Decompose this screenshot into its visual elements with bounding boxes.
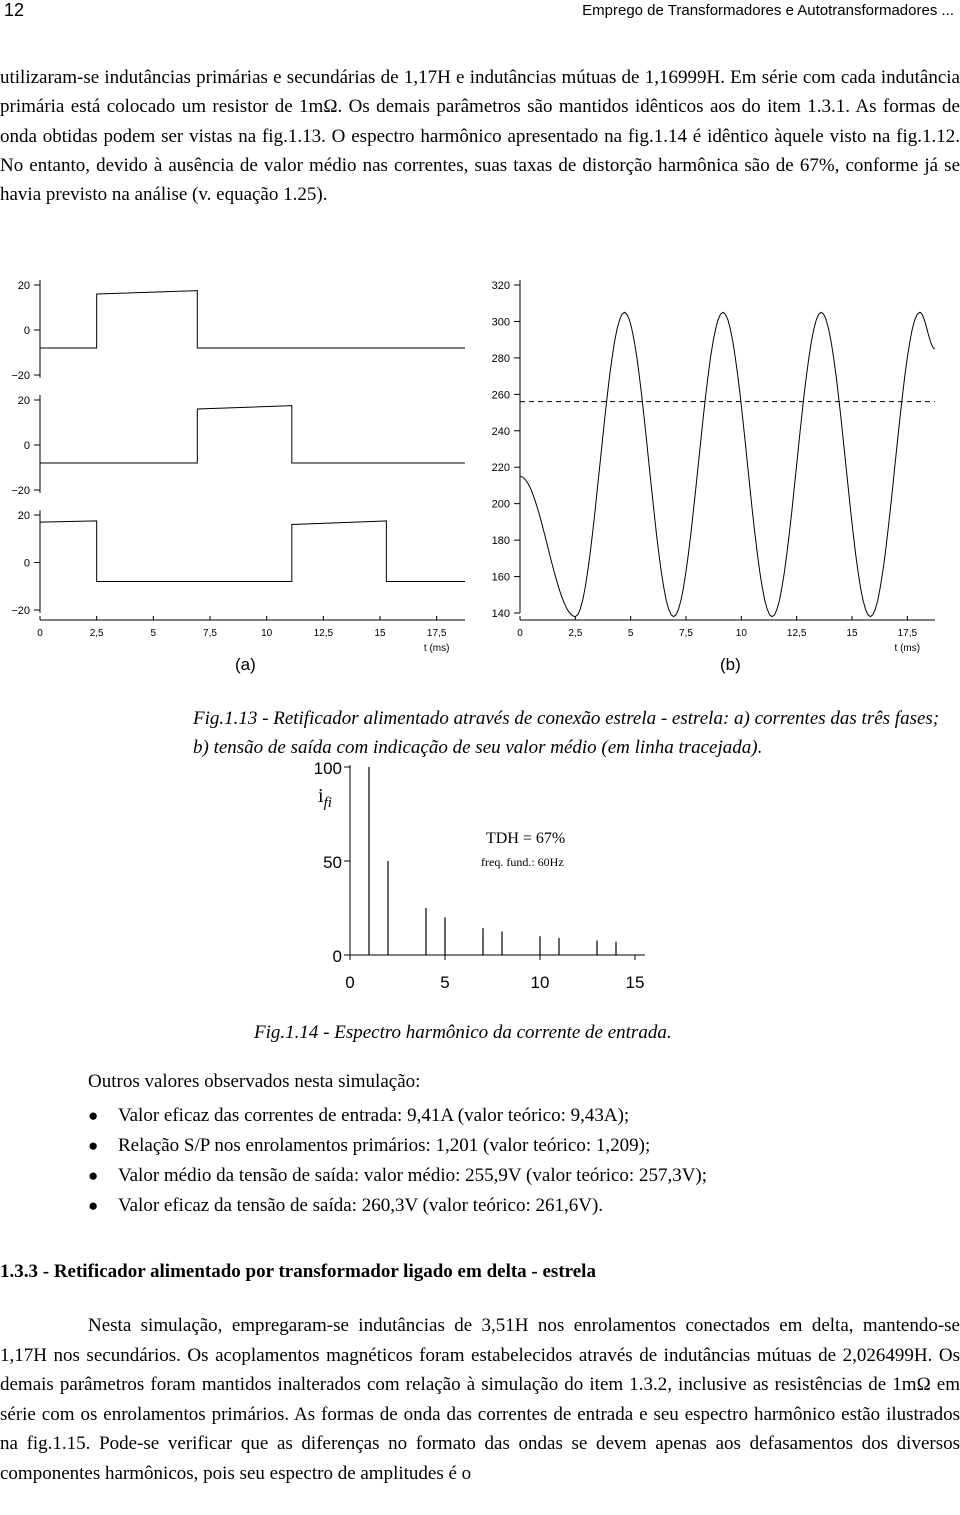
- list-item-text: Valor eficaz das correntes de entrada: 9,41A (valor teórico: 9,43A);: [118, 1105, 630, 1126]
- x-tick-label: 0: [37, 628, 43, 639]
- y-tick-label: −20: [11, 485, 30, 497]
- y-tick-label: 0: [23, 557, 30, 570]
- x-tick-label: 10: [530, 973, 550, 992]
- x-tick-label: 0: [517, 628, 523, 639]
- y-tick-label: 20: [17, 280, 30, 292]
- list-item: [88, 1191, 707, 1221]
- phase-current-line: [40, 291, 465, 348]
- figure-1-14-caption: Fig.1.14 - Espectro harmônico da corrente de entrada.: [254, 1022, 672, 1043]
- running-title: Emprego de Transformadores e Autotransformadores ...: [582, 2, 954, 19]
- y-tick-label: 300: [491, 316, 510, 329]
- list-item: [88, 1161, 707, 1191]
- x-tick-label: 12,5: [313, 628, 334, 639]
- figure-1-13-plots: [0, 270, 960, 690]
- x-tick-label: 7,5: [203, 628, 217, 639]
- x-tick-label: 7,5: [679, 628, 693, 639]
- x-tick-label: 5: [440, 973, 450, 992]
- x-tick-label: 5: [150, 628, 157, 639]
- y-tick-label: 160: [491, 571, 510, 584]
- y-tick-label: 320: [491, 280, 510, 292]
- panel-b-label: (b): [720, 655, 741, 674]
- x-tick-label: 15: [374, 628, 386, 639]
- x-tick-label: 17,5: [897, 628, 918, 639]
- bullet-icon: ●: [88, 1196, 99, 1215]
- x-tick-label: 15: [846, 628, 858, 639]
- spectrum-ylabel-sub: fi: [323, 795, 332, 811]
- y-tick-label: 240: [491, 425, 510, 438]
- list-item-text: Valor eficaz da tensão de saída: 260,3V (valor teórico: 261,6V).: [118, 1195, 604, 1216]
- panel-a-label: (a): [235, 655, 256, 674]
- output-voltage-line: [520, 312, 935, 616]
- y-tick-label: 50: [323, 853, 342, 872]
- figure-1-14: [280, 755, 680, 995]
- figure-1-13-caption: Fig.1.13 - Retificador alimentado através de conexão estrela - estrela: a) correntes das três fases; b) tensão de saída com indicação de seu valor médio (em linha tracejada).: [193, 708, 940, 758]
- x-axis-title: t (ms): [894, 643, 921, 654]
- x-tick-label: 17,5: [426, 628, 447, 639]
- y-tick-label: 0: [23, 440, 30, 452]
- list-item: [88, 1101, 707, 1131]
- list-item: [88, 1131, 707, 1161]
- y-tick-label: 180: [491, 535, 510, 548]
- section-title: 1.3.3 - Retificador alimentado por transformador ligado em delta - estrela: [0, 1261, 596, 1282]
- y-tick-label: 260: [491, 389, 510, 402]
- bullet-icon: ●: [88, 1136, 99, 1155]
- y-tick-label: 20: [17, 395, 30, 407]
- x-tick-label: 12,5: [786, 628, 807, 639]
- y-tick-label: 20: [17, 510, 30, 522]
- figure-1-13: [0, 270, 960, 690]
- x-tick-label: 15: [625, 973, 645, 992]
- observations-intro: Outros valores observados nesta simulação:: [88, 1071, 421, 1092]
- x-tick-label: 5: [627, 628, 634, 639]
- bullet-icon: ●: [88, 1106, 99, 1125]
- y-tick-label: 220: [491, 462, 510, 475]
- page-number: 12: [4, 0, 25, 20]
- y-tick-label: 200: [491, 498, 510, 511]
- body-paragraph-1: utilizaram-se indutâncias primárias e secundárias de 1,17H e indutâncias mútuas de 1,16999H. Em série com cada indutância primária está colocado um resistor de 1mΩ. Os demais parâmetros são mantidos idênticos aos do item 1.3.1. As formas de onda obtidas podem ser vistas na fig.1.13. O espectro harmônico apresentado na fig.1.14 é idêntico àquele visto na fig.1.12. No entanto, devido à ausência de valor médio nas correntes, suas taxas de distorção harmônica são de 67%, conforme já se havia previsto na análise (v. equação 1.25).: [0, 67, 960, 206]
- x-tick-label: 10: [261, 628, 273, 639]
- x-tick-label: 0: [345, 973, 355, 992]
- list-item-text: Relação S/P nos enrolamentos primários: 1,201 (valor teórico: 1,209);: [118, 1135, 651, 1156]
- spectrum-ylabel: [318, 785, 332, 812]
- phase-current-line: [40, 521, 465, 582]
- y-tick-label: 140: [491, 608, 510, 620]
- y-tick-label: 100: [313, 759, 342, 778]
- x-tick-label: 10: [735, 628, 747, 639]
- y-tick-label: 280: [491, 352, 510, 365]
- y-tick-label: −20: [11, 605, 30, 617]
- bullet-icon: ●: [88, 1166, 99, 1185]
- spectrum-ylabel-main: i: [318, 785, 324, 807]
- figure-1-14-plot: [280, 755, 680, 995]
- x-axis-title: t (ms): [423, 643, 450, 654]
- body-paragraph-2: Nesta simulação, empregaram-se indutâncias de 3,51H nos enrolamentos conectados em delta, mantendo-se 1,17H nos secundários. Os acoplamentos magnéticos foram estabelecidos através de indutâncias mútuas de 2,026499H. Os demais parâmetros foram mantidos inalterados com relação à simulação do item 1.3.2, inclusive as resistências de 1mΩ em série com os enrolamentos primários. As formas de onda das correntes de entrada e seu espectro harmônico estão ilustrados na fig.1.15. Pode-se verificar que as diferenças no formato das ondas se devem apenas aos defasamentos dos diversos componentes harmônicos, pois seu espectro de amplitudes é o: [0, 1315, 960, 1484]
- y-tick-label: −20: [11, 370, 30, 382]
- list-item-text: Valor médio da tensão de saída: valor médio: 255,9V (valor teórico: 257,3V);: [118, 1165, 708, 1186]
- tdh-annotation: TDH = 67%: [486, 830, 566, 847]
- y-tick-label: 0: [332, 947, 342, 966]
- observations-list: [88, 1101, 707, 1221]
- fundamental-frequency-annotation: freq. fund.: 60Hz: [481, 855, 564, 869]
- y-tick-label: 0: [23, 325, 30, 337]
- x-tick-label: 2,5: [568, 628, 583, 639]
- x-tick-label: 2,5: [89, 628, 104, 639]
- phase-current-line: [40, 406, 465, 463]
